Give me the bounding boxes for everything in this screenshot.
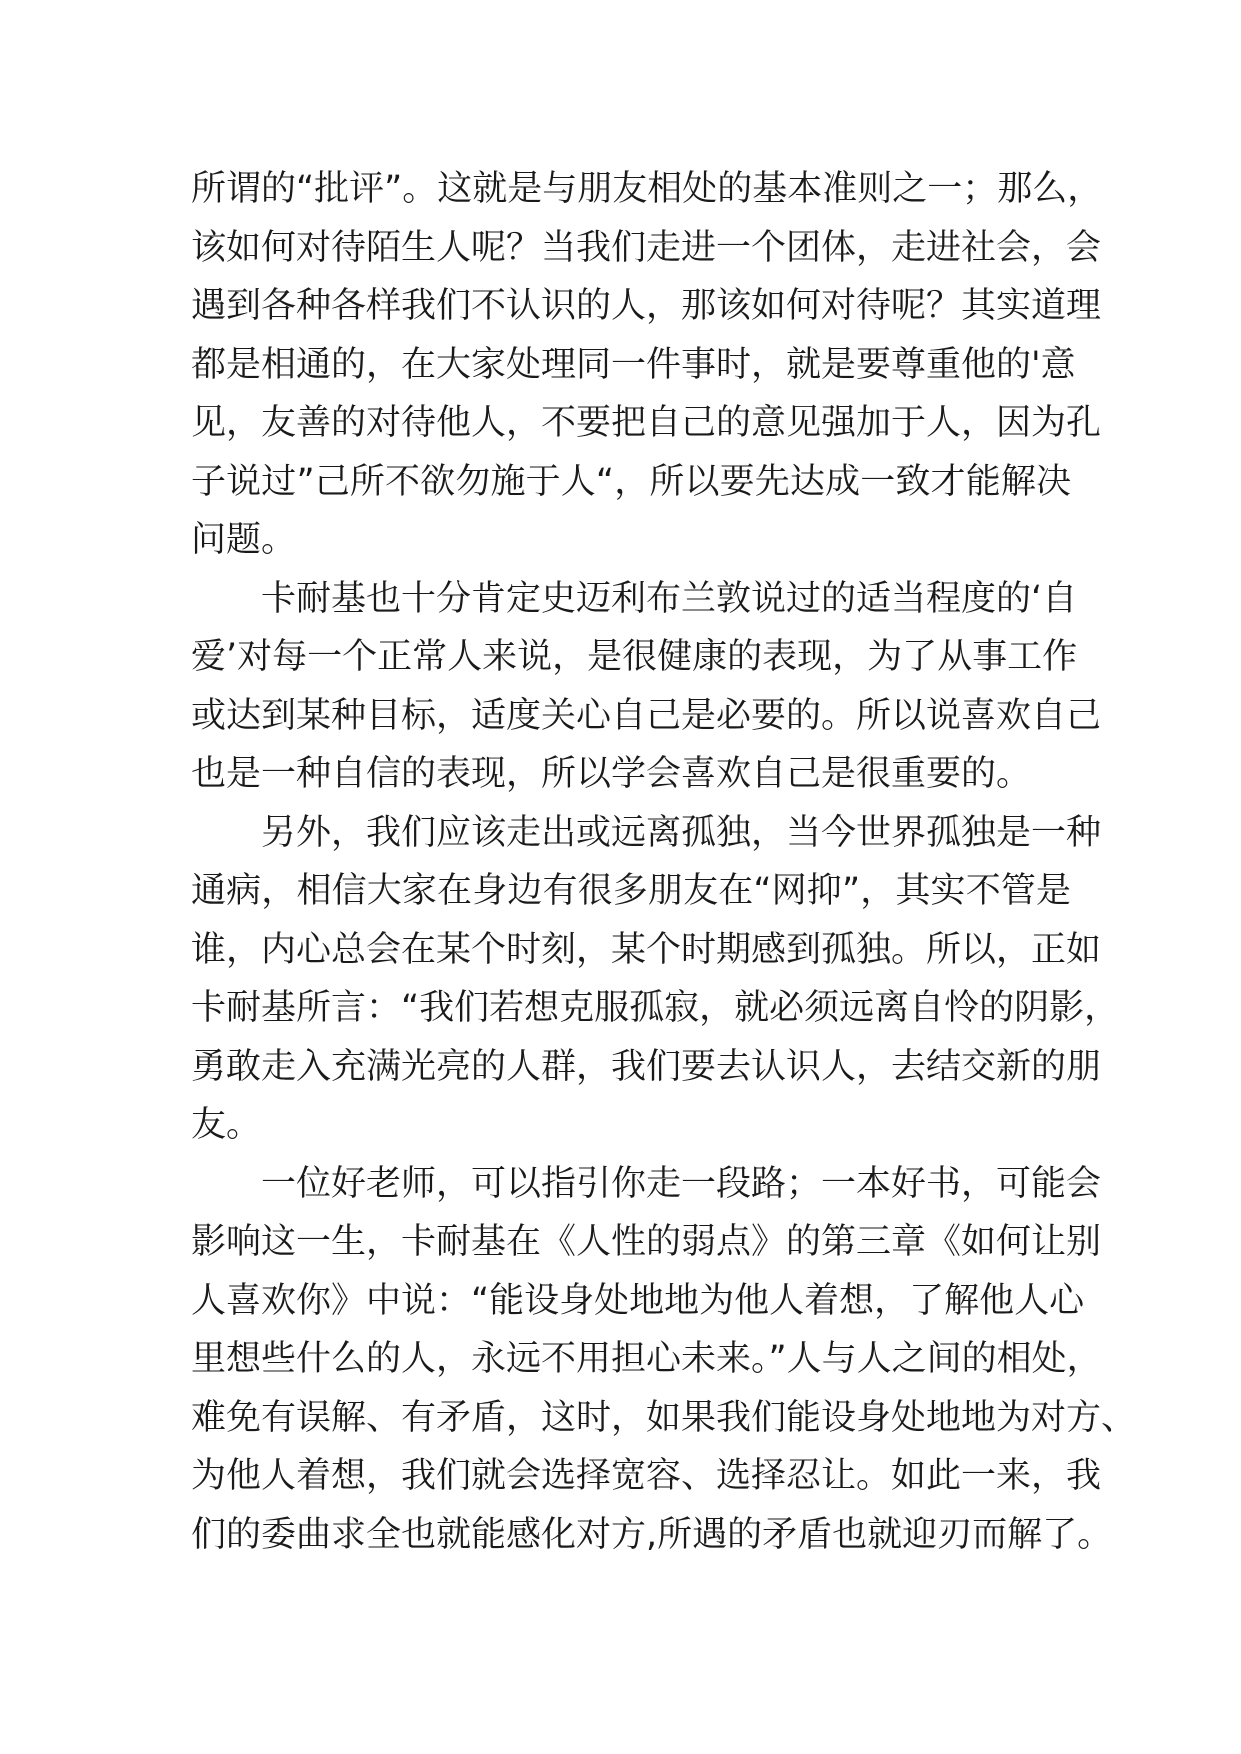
paragraph-4 [191, 1155, 1137, 1565]
text-line: 勇敢走入充满光亮的人群，我们要去认识人，去结交新的朋 [191, 1046, 1102, 1087]
text-line: 该如何对待陌生人呢？当我们走进一个团体，走进社会，会 [191, 227, 1102, 268]
text-line: 为他人着想，我们就会选择宽容、选择忍让。如此一来，我 [191, 1456, 1102, 1496]
text-line: 谁，内心总会在某个时刻，某个时期感到孤独。所以，正如 [191, 929, 1102, 970]
paragraph-1 [191, 160, 1103, 570]
text-line: 见，友善的对待他人，不要把自己的意见强加于人，因为孔 [191, 403, 1102, 443]
paragraph-2 [191, 570, 1102, 804]
text-line: 一位好老师，可以指引你走一段路；一本好书，可能会 [261, 1163, 1102, 1204]
text-line: 问题。 [191, 520, 297, 560]
text-line: 也是一种自信的表现，所以学会喜欢自己是很重要的。 [191, 754, 1032, 794]
text-line: 子说过”己所不欲勿施于人“，所以要先达成一致才能解决 [191, 461, 1071, 502]
text-line: 里想些什么的人，永远不用担心未来。”人与人之间的相处， [191, 1339, 1102, 1379]
text-line: 或达到某种目标，适度关心自己是必要的。所以说喜欢自己 [191, 695, 1102, 736]
paragraph-3 [191, 804, 1120, 1155]
text-line: 通病，相信大家在身边有很多朋友在“网抑”，其实不管是 [191, 871, 1071, 911]
text-line: 爱’对每一个正常人来说，是很健康的表现，为了从事工作 [191, 637, 1078, 677]
text-line: 所谓的“批评”。这就是与朋友相处的基本准则之一；那么， [191, 169, 1103, 209]
text-line: 另外，我们应该走出或远离孤独，当今世界孤独是一种 [261, 812, 1102, 853]
text-line: 卡耐基也十分肯定史迈利布兰敦说过的适当程度的‘自 [261, 578, 1078, 619]
text-line: 都是相通的，在大家处理同一件事时，就是要尊重他的'意 [191, 344, 1076, 385]
text-line: 们的委曲求全也就能感化对方,所遇的矛盾也就迎刃而解了。 [191, 1514, 1113, 1555]
text-line: 人喜欢你》中说：“能设身处地地为他人着想，了解他人心 [191, 1280, 1085, 1321]
text-line: 难免有误解、有矛盾，这时，如果我们能设身处地地为对方、 [191, 1397, 1137, 1438]
text-line: 影响这一生，卡耐基在《人性的弱点》的第三章《如何让别 [191, 1222, 1102, 1262]
document-body [191, 160, 1137, 1564]
text-line: 遇到各种各样我们不认识的人，那该如何对待呢？其实道理 [191, 286, 1102, 326]
text-line: 卡耐基所言：“我们若想克服孤寂，就必须远离自怜的阴影， [191, 988, 1120, 1028]
text-line: 友。 [191, 1105, 262, 1145]
